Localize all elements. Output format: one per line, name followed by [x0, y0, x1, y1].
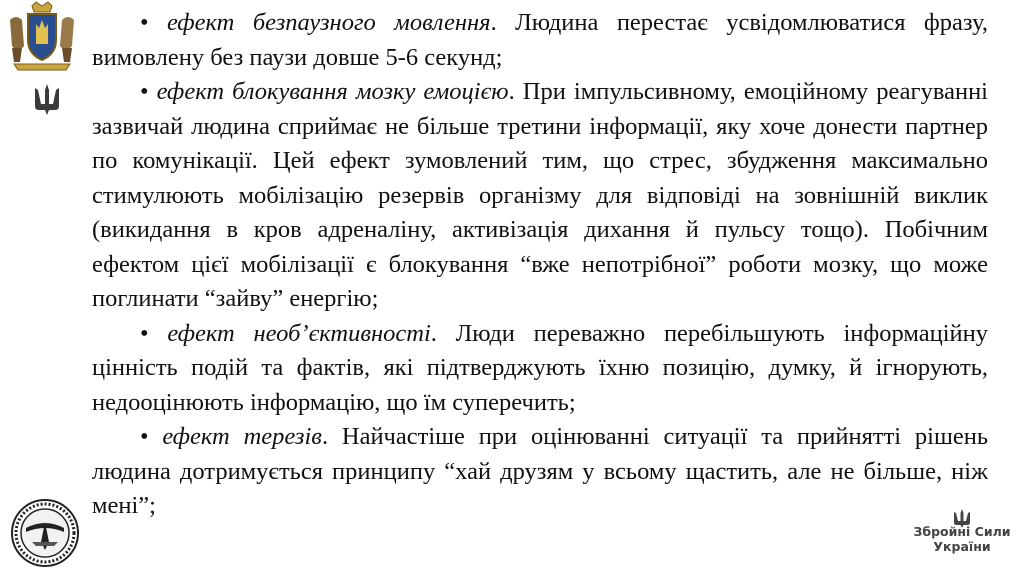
term-title: ефект необ’єктивності [167, 319, 431, 347]
term-title: ефект блокування мозку емоцією [156, 78, 509, 105]
bullet: • [140, 319, 149, 347]
brand-line-2: України [933, 539, 991, 554]
bullet: • [140, 9, 149, 36]
term-title: ефект терезів [162, 423, 322, 450]
paragraph-text: . Найчастіше при оцінюванні ситуації та прийнятті рішень людина дотримується принципу “хай друзям у всьому щастить, але не більше, ніж мені”; [92, 423, 988, 519]
paragraph-4 [92, 420, 988, 524]
coat-of-arms-icon [2, 0, 82, 72]
paragraph-2 [92, 75, 988, 317]
document-body [92, 6, 988, 524]
paragraph-text: . При імпульсивному, емоційному реагуванні зазвичай людина сприймає не більше третини інформації, яку хоче донести партнер по комунікації. Цей ефект зумовлений тим, що стрес, збудження максимально стимулюють мобілізацію резервів організму для відповіді на зовнішній виклик (викидання в кров адреналіну, активізація дихання й пульсу тощо). Побічним ефектом цієї мобілізації є блокування “вже непотрібної” роботи мозку, що може поглинати “зайву” енергію; [92, 78, 988, 312]
paragraph-3 [92, 317, 988, 421]
bullet: • [140, 78, 149, 105]
bullet: • [140, 423, 149, 450]
military-seal-icon [10, 498, 80, 568]
paragraph-1 [92, 6, 988, 75]
paragraph-text: . Люди переважно перебільшують інформаційну цінність подій та фактів, які підтверджують їхню позицію, думку, й ігнорують, недооцінюють інформацію, що їм суперечить; [92, 319, 988, 416]
paragraph-text: . Людина перестає усвідомлюватися фразу, вимовлену без паузи довше 5-6 секунд; [92, 9, 988, 71]
term-title: ефект безпаузного мовлення [167, 9, 491, 36]
trident-icon [30, 82, 64, 116]
brand-line-1: Збройні Сили [913, 524, 1011, 539]
armed-forces-brand-text [906, 524, 1018, 554]
